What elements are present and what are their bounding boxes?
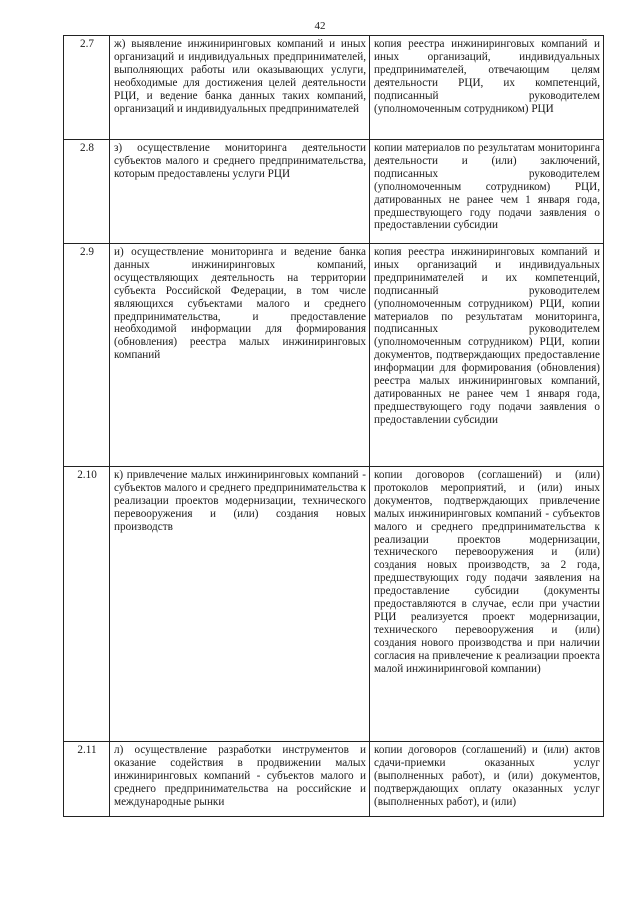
table-row bbox=[64, 244, 604, 467]
activity-description: л) осуществление разработки инструментов и оказание содействия в продвижении малых инжиниринговых компаний - субъектов малого и среднего предпринимательства на российские и международные рынки bbox=[110, 742, 370, 817]
activity-description: з) осуществление мониторинга деятельности субъектов малого и среднего предпринимательства, которым предоставлены услуги РЦИ bbox=[110, 140, 370, 244]
required-documents: копии материалов по результатам мониторинга деятельности и (или) заключений, подписанных руководителем (уполномоченным сотрудником) РЦИ, датированных не ранее чем 1 января года, предшествующего году подачи заявления о предоставлении субсидии bbox=[370, 140, 604, 244]
activity-description: и) осуществление мониторинга и ведение банка данных инжиниринговых компаний, осуществляющих деятельность на территории субъекта Российской Федерации, в том числе являющихся субъектами малого и среднего предпринимательства, и предоставление необходимой информации для формирования (обновления) реестра малых инжиниринговых компаний bbox=[110, 244, 370, 467]
table-row bbox=[64, 467, 604, 742]
table-row bbox=[64, 36, 604, 140]
required-documents: копия реестра инжиниринговых компаний и иных организаций, индивидуальных предпринимателей, отвечающим целям деятельности РЦИ, их компетенций, подписанный руководителем (уполномоченным сотрудником) РЦИ bbox=[370, 36, 604, 140]
row-number: 2.11 bbox=[64, 742, 110, 817]
row-number: 2.7 bbox=[64, 36, 110, 140]
row-number: 2.10 bbox=[64, 467, 110, 742]
page-number: 42 bbox=[314, 20, 326, 32]
row-number: 2.9 bbox=[64, 244, 110, 467]
table-row bbox=[64, 140, 604, 244]
table-row bbox=[64, 742, 604, 817]
row-number: 2.8 bbox=[64, 140, 110, 244]
required-documents: копии договоров (соглашений) и (или) протоколов мероприятий, и (или) иных документов, подтверждающих привлечение малых инжиниринговых компаний - субъектов малого и среднего предпринимательства к реализации проектов модернизации, технического перевооружения и (или) создания новых производств, за 2 года, предшествующих году подачи заявления на предоставление субсидии (документы предоставляются в случае, если при участии РЦИ реализуется проект модернизации, технического перевооружения и (или) создания нового производства и при наличии согласия на привлечение к реализации проекта малой инжиниринговой компании) bbox=[370, 467, 604, 742]
requirements-table bbox=[63, 35, 604, 817]
activity-description: ж) выявление инжиниринговых компаний и иных организаций и индивидуальных предпринимателей, выполняющих работы или оказывающих услуги, необходимые для достижения целей деятельности РЦИ, и ведение банка данных таких компаний, организаций и индивидуальных предпринимателей bbox=[110, 36, 370, 140]
required-documents: копия реестра инжиниринговых компаний и иных организаций и индивидуальных предпринимателей и их компетенций, подписанный руководителем (уполномоченным сотрудником) РЦИ, копии материалов по результатам мониторинга, подписанных руководителем (уполномоченным сотрудником) РЦИ, копии документов, подтверждающих предоставление информации для формирования (обновления) реестра малых инжиниринговых компаний, датированных не ранее чем 1 января года, предшествующего году подачи заявления о предоставлении субсидии bbox=[370, 244, 604, 467]
activity-description: к) привлечение малых инжиниринговых компаний - субъектов малого и среднего предпринимательства к реализации проектов модернизации, технического перевооружения и (или) создания новых производств bbox=[110, 467, 370, 742]
required-documents: копии договоров (соглашений) и (или) актов сдачи-приемки оказанных услуг (выполненных работ), и (или) документов, подтверждающих оплату оказанных услуг (выполненных работ), и (или) bbox=[370, 742, 604, 817]
